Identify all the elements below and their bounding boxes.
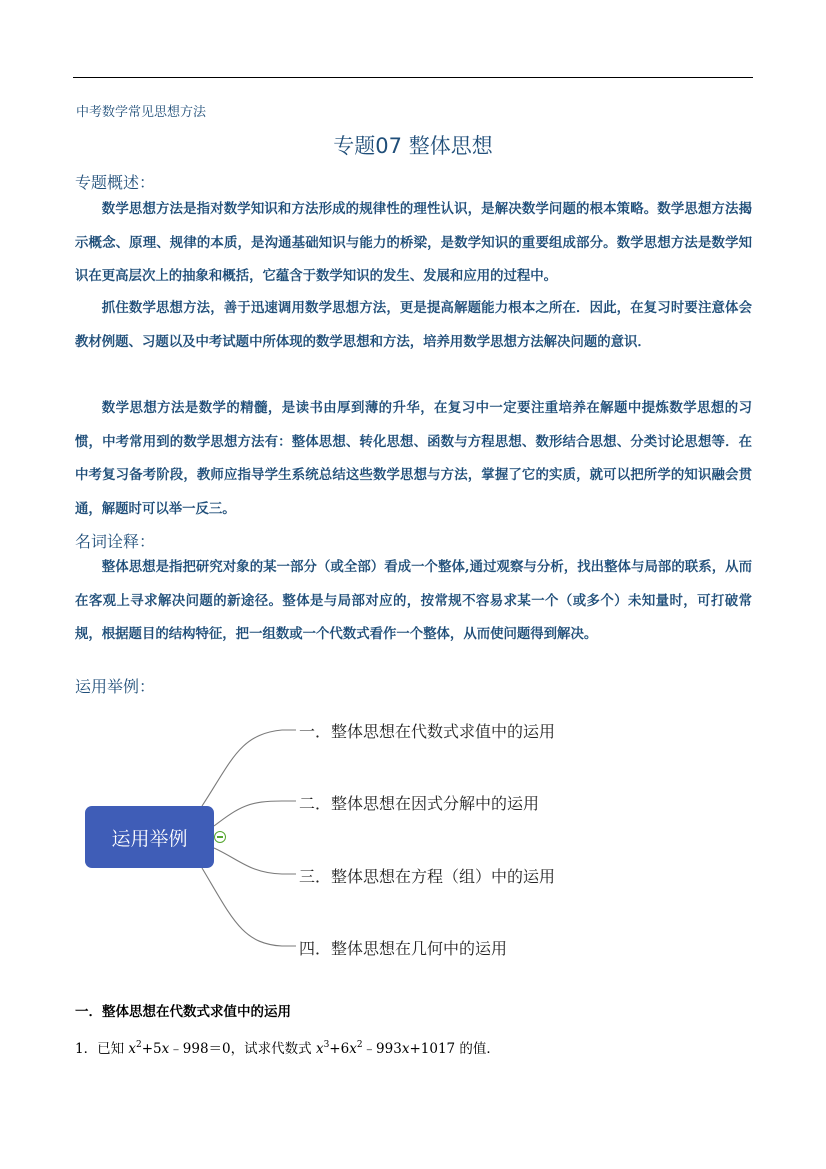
mindmap-branch-1[interactable]: 一．整体思想在代数式求值中的运用 (299, 722, 556, 741)
exponent: 3 (323, 1040, 330, 1050)
definition-paragraph: 整体思想是指把研究对象的某一部分（或全部）看成一个整体,通过观察与分析，找出整体与局部的联系，从而在客观上寻求解决问题的新途径。整体是与局部对应的，按常规不容易求某一个（或多个）未知量时，可打破常规，根据题目的结构特征，把一组数或一个代数式看作一个整体，从而使问题得到解决。 (75, 559, 752, 642)
problem-text: ﹣993 (362, 1041, 402, 1057)
problem-text: +1017 的值． (409, 1041, 500, 1057)
mindmap-branch-3[interactable]: 三．整体思想在方程（组）中的运用 (299, 867, 556, 886)
exponent: 2 (136, 1040, 142, 1050)
problem-number: 1． (75, 1041, 98, 1057)
collapse-icon[interactable] (214, 831, 226, 843)
overview-paragraph-3: 数学思想方法是数学的精髓，是读书由厚到薄的升华，在复习中一定要注重培养在解题中提炼数学思想的习惯，中考常用到的数学思想方法有：整体思想、转化思想、函数与方程思想、数形结合思想、分类讨论思想等．在中考复习备考阶段，教师应指导学生系统总结这些数学思想与方法，掌握了它的实质，就可以把所学的知识融会贯通，解题时可以举一反三。 (75, 400, 752, 517)
page-title: 专题07 整体思想 (333, 134, 493, 158)
variable-x: x (401, 1041, 410, 1057)
series-label: 中考数学常见思想方法 (76, 105, 207, 120)
header-rule (73, 77, 753, 78)
definition-heading: 名词诠释： (75, 532, 156, 551)
mindmap-branch-4[interactable]: 四．整体思想在几何中的运用 (299, 939, 508, 958)
overview-paragraph-2: 抓住数学思想方法，善于迅速调用数学思想方法，更是提高解题能力根本之所在．因此，在复习时要注意体会教材例题、习题以及中考试题中所体现的数学思想和方法，培养用数学思想方法解决问题的意识． (75, 300, 752, 350)
problem-text: +6 (329, 1041, 350, 1057)
mindmap-branch-2[interactable]: 二．整体思想在因式分解中的运用 (299, 794, 540, 813)
variable-x: x (349, 1041, 357, 1057)
variable-x: x (161, 1041, 170, 1057)
problem-1 (75, 1037, 500, 1057)
exponent: 2 (356, 1040, 363, 1050)
problem-text: +5 (141, 1041, 162, 1057)
section-title: 一．整体思想在代数式求值中的运用 (75, 1004, 291, 1020)
problem-text: 已知 (97, 1041, 129, 1057)
variable-x: x (315, 1041, 324, 1057)
examples-heading: 运用举例： (75, 677, 156, 696)
mindmap-root-node[interactable]: 运用举例 (85, 806, 214, 868)
problem-text: ﹣998＝0，试求代数式 (169, 1041, 316, 1057)
overview-heading: 专题概述： (75, 173, 156, 192)
variable-x: x (128, 1041, 137, 1057)
overview-paragraph-1: 数学思想方法是指对数学知识和方法形成的规律性的理性认识，是解决数学问题的根本策略。数学思想方法揭示概念、原理、规律的本质，是沟通基础知识与能力的桥梁，是数学知识的重要组成部分。数学思想方法是数学知识在更高层次上的抽象和概括，它蕴含于数学知识的发生、发展和应用的过程中。 (75, 201, 752, 284)
